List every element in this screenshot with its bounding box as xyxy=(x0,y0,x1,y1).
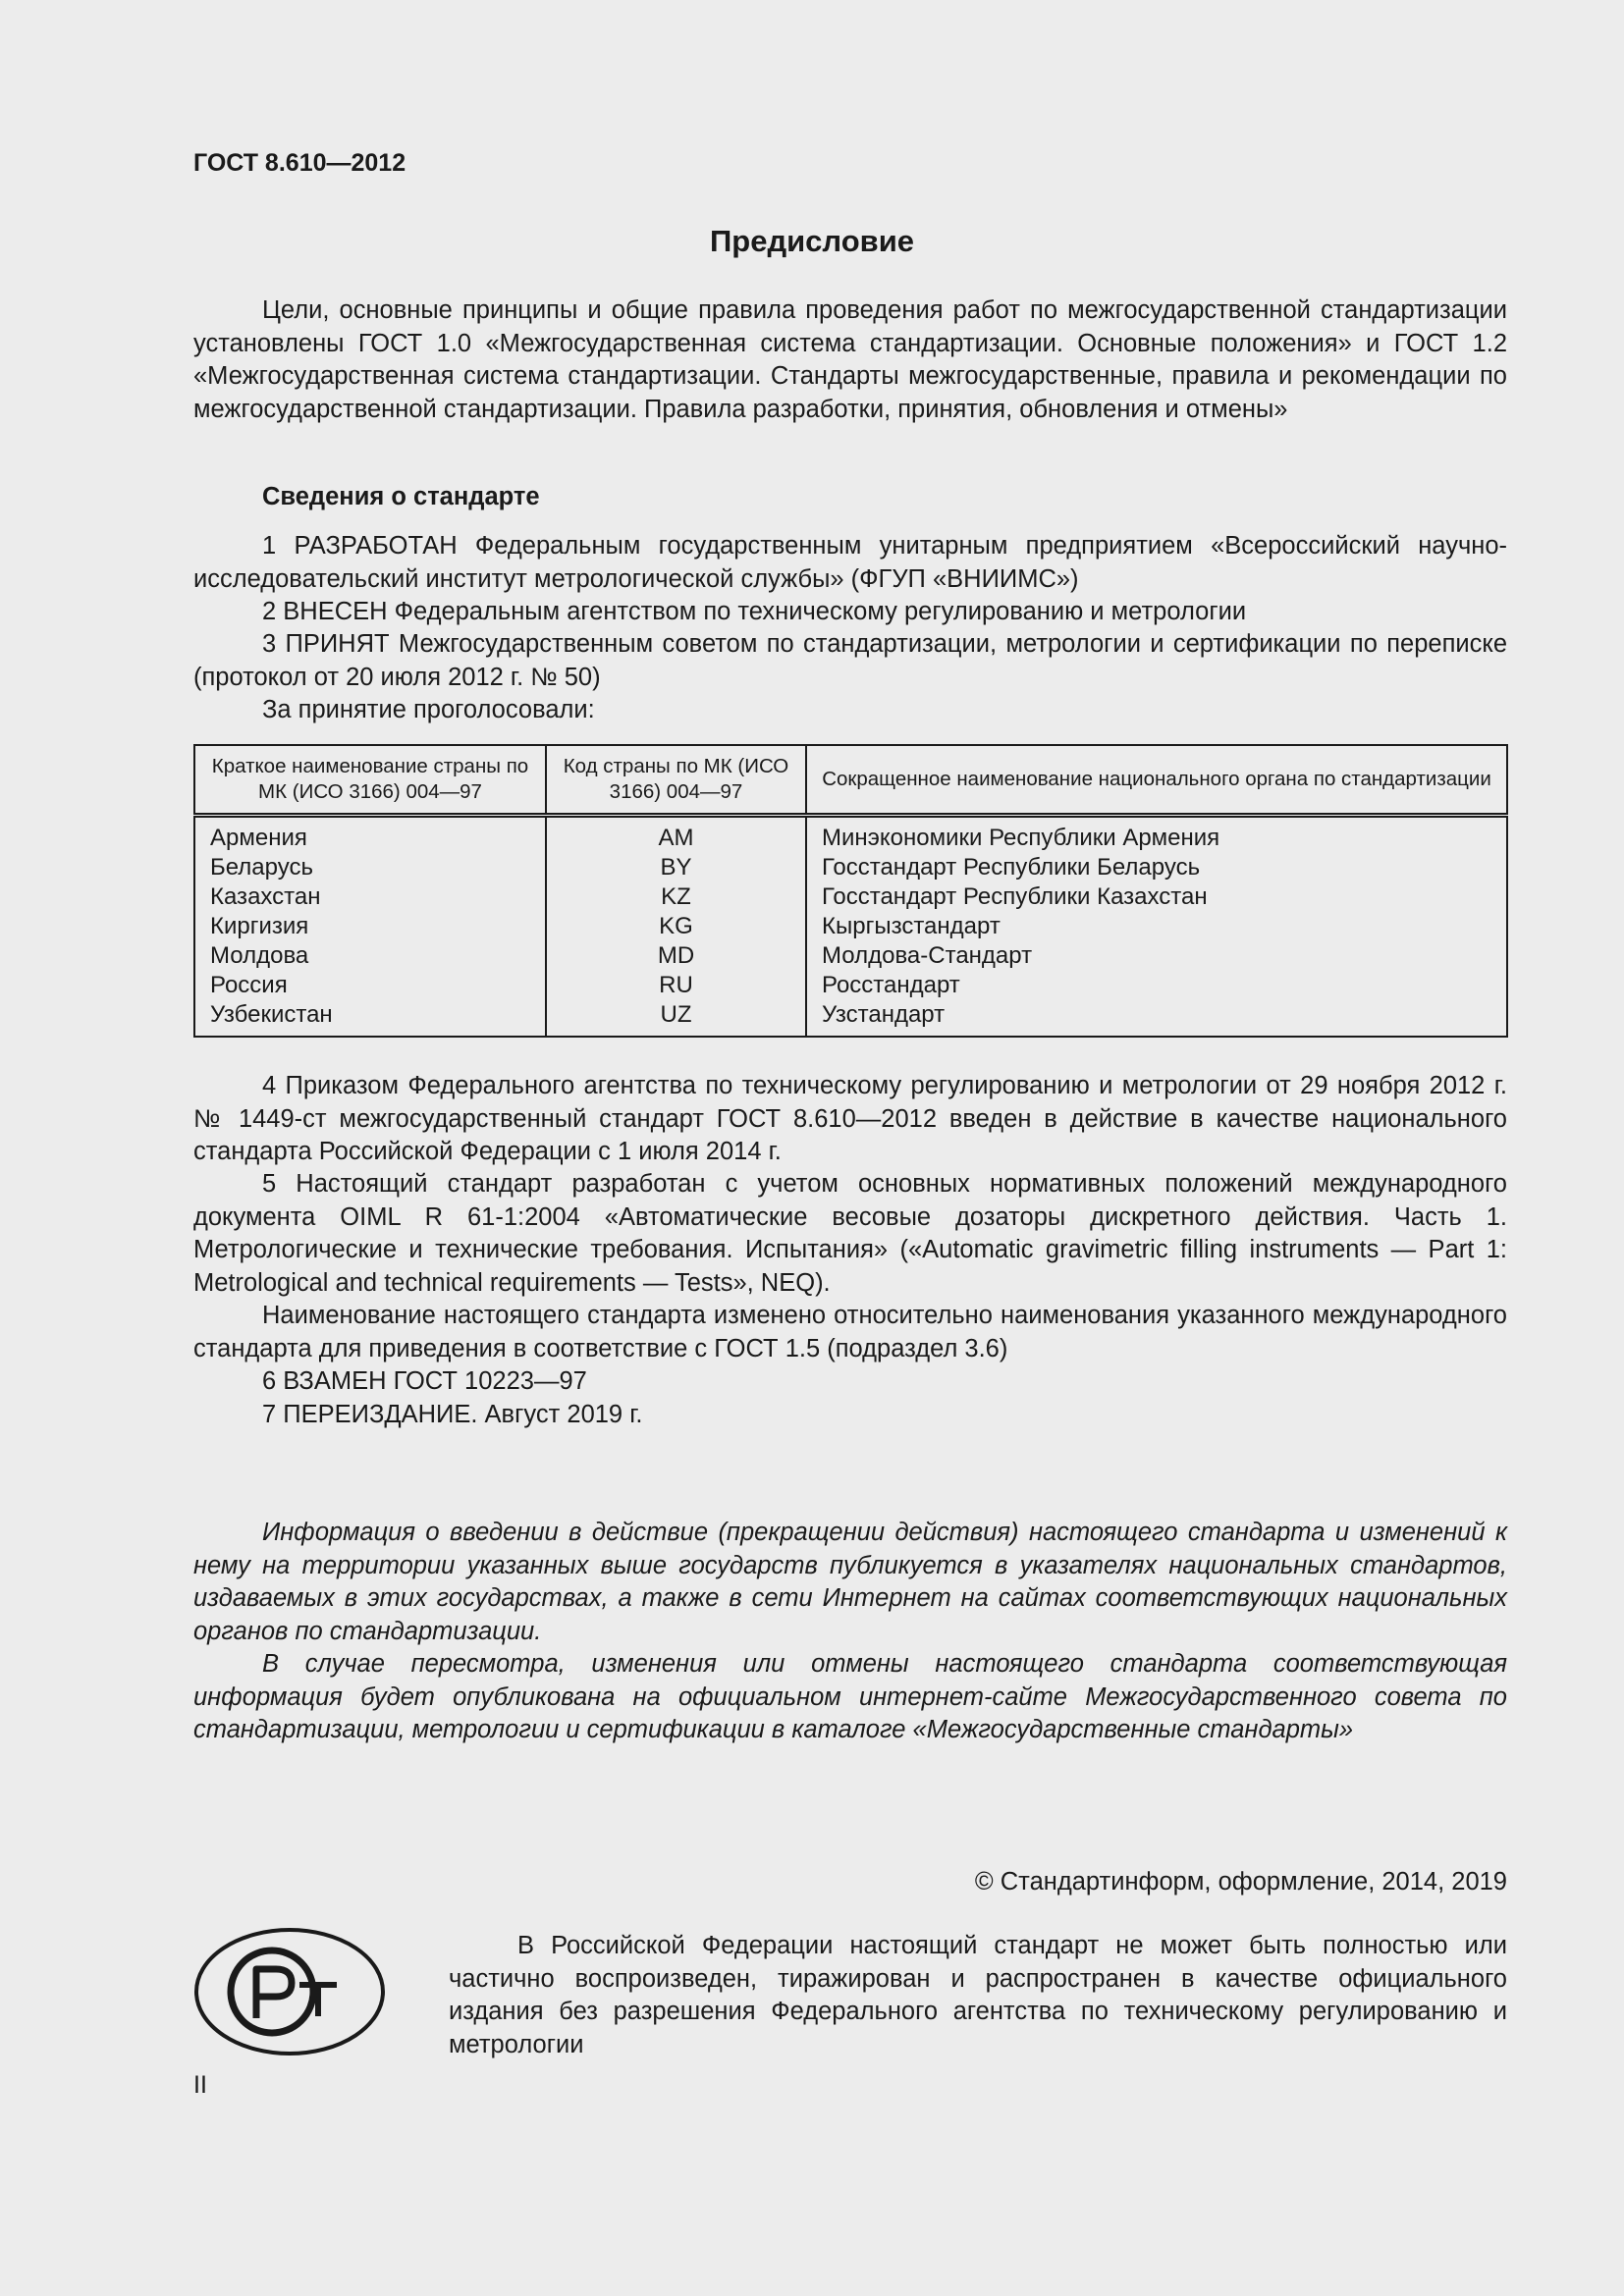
country-cell: Армения xyxy=(194,816,546,854)
table-row xyxy=(194,971,1507,1000)
voted-label: За принятие проголосовали: xyxy=(262,696,595,723)
code-cell: RU xyxy=(546,971,806,1000)
body-cell: Кыргызстандарт xyxy=(806,912,1507,941)
country-cell: Узбекистан xyxy=(194,1000,546,1037)
body-cell: Госстандарт Республики Казахстан xyxy=(806,882,1507,912)
column-header-country: Краткое наименование страны по МК (ИСО 3166) 004—97 xyxy=(194,745,546,816)
body-cell: Минэкономики Республики Армения xyxy=(806,816,1507,854)
country-cell: Киргизия xyxy=(194,912,546,941)
page-title: Предисловие xyxy=(709,224,914,258)
intro-paragraph: Цели, основные принципы и общие правила проведения работ по межгосударственной стандартизации установлены ГОСТ 1.0 «Межгосударственная система стандартизации. Основные положения» и ГОСТ 1.2 «Межгосударственная система стандартизации. Стандарты межгосударственные, правила и рекомендации по межгосударственной стандартизации. Правила разработки, принятия, обновления и отмены» xyxy=(193,296,1507,423)
copyright-line: © Стандартинформ, оформление, 2014, 2019 xyxy=(974,1868,1507,1896)
code-cell: KG xyxy=(546,912,806,941)
table-row xyxy=(194,853,1507,882)
country-cell: Молдова xyxy=(194,941,546,971)
code-cell: KZ xyxy=(546,882,806,912)
item-5-name-note: Наименование настоящего стандарта изменено относительно наименования указанного международного стандарта для приведения в соответствие с ГОСТ 1.5 (подраздел 3.6) xyxy=(193,1302,1507,1362)
item-4-order: 4 Приказом Федерального агентства по техническому регулированию и метрологии от 29 ноября 2012 г. № 1449-ст межгосударственный стандарт ГОСТ 8.610—2012 введен в действие в качестве национального стандарта Российской Федерации с 1 июля 2014 г. xyxy=(193,1072,1507,1165)
body-cell: Росстандарт xyxy=(806,971,1507,1000)
table-row xyxy=(194,882,1507,912)
table-row xyxy=(194,941,1507,971)
column-header-body: Сокращенное наименование национального органа по стандартизации xyxy=(806,745,1507,816)
body-cell: Узстандарт xyxy=(806,1000,1507,1037)
code-cell: BY xyxy=(546,853,806,882)
item-6-replaces: 6 ВЗАМЕН ГОСТ 10223—97 xyxy=(262,1367,587,1395)
body-cell: Госстандарт Республики Беларусь xyxy=(806,853,1507,882)
item-1-developed: 1 РАЗРАБОТАН Федеральным государственным унитарным предприятием «Всероссийский научно-исследовательский институт метрологической службы» (ФГУП «ВНИИМС») xyxy=(193,532,1507,593)
table-row xyxy=(194,912,1507,941)
item-2-submitted: 2 ВНЕСЕН Федеральным агентством по техническому регулированию и метрологии xyxy=(262,598,1247,625)
item-5-basis: 5 Настоящий стандарт разработан с учетом основных нормативных положений международного документа OIML R 61-1:2004 «Автоматические весовые дозаторы дискретного действия. Часть 1. Метрологические и технические требования. Испытания» («Automatic gravimetric filling instruments — Part 1: Metrological and technical requirements — Tests», NEQ). xyxy=(193,1170,1507,1297)
rst-certification-mark-icon xyxy=(193,1926,386,2057)
notice-paragraph-1: Информация о введении в действие (прекращении действия) настоящего стандарта и изменений к нему на территории указанных выше государств публикуется в указателях национальных стандартов, издаваемых в этих государствах, а также в сети Интернет на сайтах соответствующих национальных органов по стандартизации. xyxy=(193,1519,1507,1645)
table-row xyxy=(194,816,1507,854)
info-heading: Сведения о стандарте xyxy=(262,483,540,510)
code-cell: MD xyxy=(546,941,806,971)
item-3-adopted: 3 ПРИНЯТ Межгосударственным советом по стандартизации, метрологии и сертификации по переписке (протокол от 20 июля 2012 г. № 50) xyxy=(193,630,1507,691)
country-cell: Казахстан xyxy=(194,882,546,912)
item-7-reissue: 7 ПЕРЕИЗДАНИЕ. Август 2019 г. xyxy=(262,1401,643,1428)
code-cell: UZ xyxy=(546,1000,806,1037)
notice-paragraph-2: В случае пересмотра, изменения или отмены настоящего стандарта соответствующая информация будет опубликована на официальном интернет-сайте Межгосударственного совета по стандартизации, метрологии и сертификации в каталоге «Межгосударственные стандарты» xyxy=(193,1650,1507,1743)
table-row xyxy=(194,1000,1507,1037)
body-cell: Молдова-Стандарт xyxy=(806,941,1507,971)
document-header: ГОСТ 8.610—2012 xyxy=(193,149,406,177)
rights-notice: В Российской Федерации настоящий стандарт не может быть полностью или частично воспроизведен, тиражирован и распространен в качестве официального издания без разрешения Федерального агентства по техническому регулированию и метрологии xyxy=(449,1932,1507,2058)
country-cell: Беларусь xyxy=(194,853,546,882)
page-number: II xyxy=(193,2071,207,2099)
code-cell: AM xyxy=(546,816,806,854)
table-header-row xyxy=(194,745,1507,816)
column-header-code: Код страны по МК (ИСО 3166) 004—97 xyxy=(546,745,806,816)
country-cell: Россия xyxy=(194,971,546,1000)
voting-countries-table xyxy=(193,744,1508,1038)
